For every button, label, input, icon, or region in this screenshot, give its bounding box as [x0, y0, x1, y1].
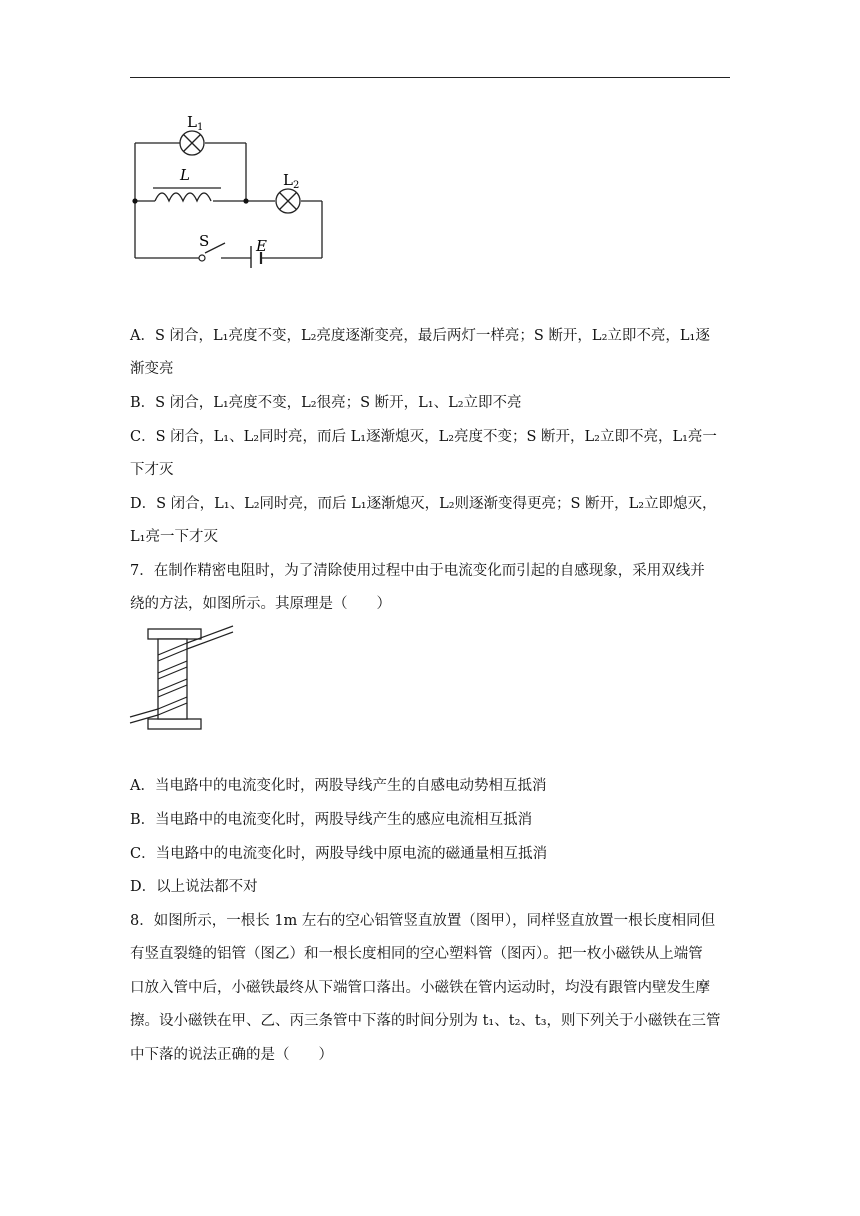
label-l1: $L_1$ [187, 113, 204, 133]
q7-option-b: B．当电路中的电流变化时，两股导线产生的感应电流相互抵消 [130, 812, 533, 828]
junction-dot-right [243, 198, 248, 203]
q6-option-d-line2: L₁亮一下才灭 [130, 529, 218, 545]
label-inductor: L [180, 166, 190, 184]
circuit-diagram [125, 108, 335, 268]
lamp-l1-icon [180, 131, 204, 155]
inductor-coil-icon [155, 193, 211, 201]
q6-option-c-line2: 下才灭 [130, 462, 174, 478]
switch-contact-icon [199, 255, 205, 261]
q6-option-c-line1: C．S 闭合，L₁、L₂同时亮，而后 L₁逐渐熄灭，L₂亮度不变；S 断开，L₂立即不亮，L₁亮一 [130, 429, 717, 445]
q8-stem-line5: 中下落的说法正确的是（ ） [130, 1047, 333, 1063]
header-rule [130, 77, 730, 78]
q8-stem-line1: 8．如图所示，一根长 1m 左右的空心铝管竖直放置（图甲），同样竖直放置一根长度相同但 [130, 913, 716, 929]
q6-option-a-line2: 渐变亮 [130, 361, 174, 377]
q7-option-c: C．当电路中的电流变化时，两股导线中原电流的磁通量相互抵消 [130, 846, 548, 862]
bifilar-winding-diagram [125, 622, 240, 734]
label-battery: E [256, 237, 267, 255]
q7-option-a: A．当电路中的电流变化时，两股导线产生的自感电动势相互抵消 [130, 778, 547, 794]
q6-option-a-line1: A．S 闭合，L₁亮度不变，L₂亮度逐渐变亮，最后两灯一样亮；S 断开，L₂立即不亮，L₁逐 [130, 328, 710, 344]
q6-option-d-line1: D．S 闭合，L₁、L₂同时亮，而后 L₁逐渐熄灭，L₂则逐渐变得更亮；S 断开，L₂立即熄灭， [130, 496, 717, 512]
label-l2: $L_2$ [283, 171, 300, 191]
label-switch: S [199, 232, 210, 250]
q8-stem-line4: 擦。设小磁铁在甲、乙、丙三条管中下落的时间分别为 t₁、t₂、t₃，则下列关于小磁铁在三管 [130, 1013, 721, 1029]
q8-stem-line3: 口放入管中后，小磁铁最终从下端管口落出。小磁铁在管内运动时，均没有跟管内壁发生摩 [130, 980, 710, 996]
q6-option-b: B．S 闭合，L₁亮度不变，L₂很亮；S 断开，L₁、L₂立即不亮 [130, 395, 522, 411]
q8-stem-line2: 有竖直裂缝的铝管（图乙）和一根长度相同的空心塑料管（图丙）。把一枚小磁铁从上端管 [130, 946, 703, 962]
junction-dot-left [132, 198, 137, 203]
q7-stem-line1: 7．在制作精密电阻时，为了清除使用过程中由于电流变化而引起的自感现象，采用双线并 [130, 563, 705, 579]
lamp-l2-icon [276, 189, 300, 213]
q7-option-d: D．以上说法都不对 [130, 879, 258, 895]
q7-stem-line2: 绕的方法，如图所示。其原理是（ ） [130, 596, 391, 612]
